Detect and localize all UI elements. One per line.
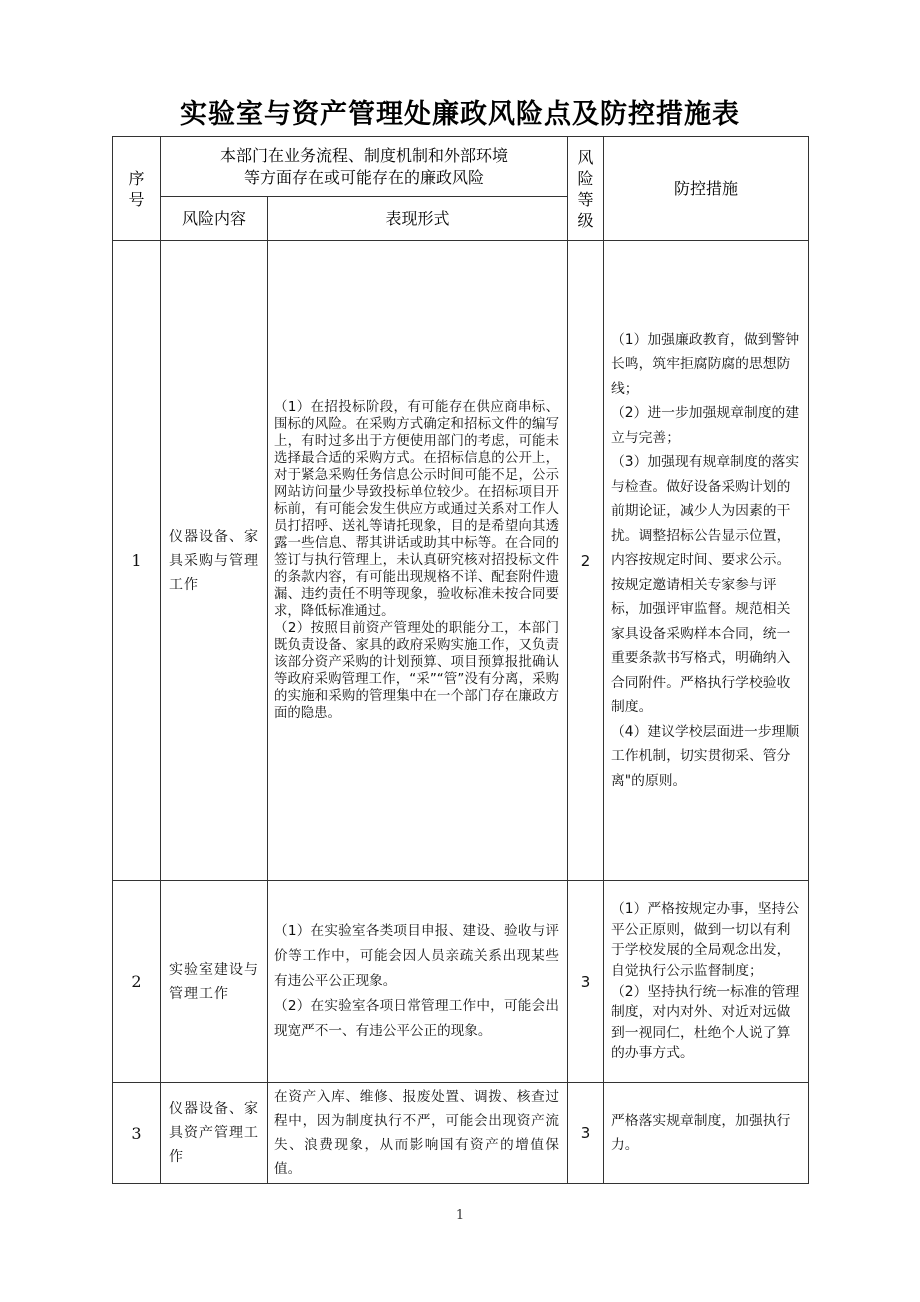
measure-paragraph: （2）进一步加强规章制度的建立与完善； — [611, 405, 800, 446]
header-risk-level-char: 等 — [577, 189, 594, 209]
manifestation-paragraph: （1）在实验室各类项目申报、建设、验收与评价等工作中，可能会因人员亲疏关系出现某些有违公平公正现象。 — [274, 923, 560, 989]
row-manifestation — [268, 881, 568, 1083]
header-row-1 — [113, 137, 809, 197]
row-risk-content: 仪器设备、家具资产管理工作 — [161, 1083, 268, 1184]
row-manifestation — [268, 1083, 568, 1184]
row-seq: 2 — [113, 881, 161, 1083]
document-title: 实验室与资产管理处廉政风险点及防控措施表 — [180, 99, 740, 130]
row-measures — [604, 241, 809, 881]
measure-paragraph: （2）坚持执行统一标准的管理制度，对内对外、对近对远做到一视同仁，杜绝个人说了算的办事方式。 — [611, 983, 800, 1062]
row-risk-content: 仪器设备、家具采购与管理工作 — [161, 241, 268, 881]
header-risk-content: 风险内容 — [161, 197, 268, 241]
header-risk-group-line1: 本部门在业务流程、制度机制和外部环境 — [220, 145, 509, 165]
header-seq-line1: 序 — [128, 168, 145, 188]
row-risk-level: 2 — [568, 241, 604, 881]
risk-control-table — [112, 136, 809, 1184]
header-risk-group-line2: 等方面存在或可能存在的廉政风险 — [244, 167, 485, 187]
header-risk-level-char: 级 — [577, 210, 594, 230]
manifestation-paragraph: 在资产入库、维修、报废处置、调拨、核查过程中，因为制度执行不严，可能会出现资产流失、浪费现象，从而影响国有资产的增值保值。 — [274, 1089, 560, 1177]
measure-paragraph: （4）建议学校层面进一步理顺工作机制，切实贯彻采、管分离"的原则。 — [611, 723, 800, 789]
header-seq — [113, 137, 161, 241]
measure-paragraph: 严格落实规章制度，加强执行力。 — [611, 1112, 791, 1153]
table-row — [113, 881, 809, 1083]
row-measures — [604, 881, 809, 1083]
header-risk-level-char: 险 — [577, 168, 594, 188]
manifestation-paragraph: （1）在招投标阶段，有可能存在供应商串标、围标的风险。在采购方式确定和招标文件的编写上，有时过多出于方便使用部门的考虑，可能未选择最合适的采购方式。在招标信息的公开上，对于紧急采购任务信息公示时间可能不足，公示网站访问量少导致投标单位较少。在招标项目开标前，有可能会发生供应方或通过关系对工作人员打招呼、送礼等请托现象，目的是希望向其透露一些信息、帮其讲话或助其中标等。在合同的签订与执行管理上，未认真研究核对招投标文件的条款内容，有可能出现规格不详、配套附件遗漏、违约责任不明等现象，验收标准未按合同要求，降低标准通过。 — [274, 400, 560, 619]
manifestation-paragraph: （2）按照目前资产管理处的职能分工，本部门既负责设备、家具的政府采购实施工作，又负责该部分资产采购的计划预算、项目预算报批确认等政府采购管理工作，“采”“管”没有分离，采购的实施和采购的管理集中在一个部门存在廉政方面的隐患。 — [274, 621, 560, 721]
row-risk-level: 3 — [568, 881, 604, 1083]
table-row — [113, 241, 809, 881]
header-manifestation: 表现形式 — [268, 197, 568, 241]
measure-paragraph: （1）加强廉政教育，做到警钟长鸣，筑牢拒腐防腐的思想防线； — [611, 331, 800, 397]
row-risk-content: 实验室建设与管理工作 — [161, 881, 268, 1083]
header-seq-line2: 号 — [128, 189, 145, 209]
header-risk-group — [161, 137, 568, 197]
table-row — [113, 1083, 809, 1184]
header-risk-level — [568, 137, 604, 241]
row-seq: 3 — [113, 1083, 161, 1184]
measure-paragraph: （1）严格按规定办事，坚持公平公正原则，做到一切以有利于学校发展的全局观念出发，自觉执行公示监督制度； — [611, 901, 800, 979]
measure-paragraph: （3）加强现有规章制度的落实与检查。做好设备采购计划的前期论证，减少人为因素的干扰。调整招标公告显示位置，内容按规定时间、要求公示。按规定邀请相关专家参与评标，加强评审监督。规范相关家具设备采购样本合同，统一重要条款书写格式，明确纳入合同附件。严格执行学校验收制度。 — [611, 454, 800, 716]
page-number: 1 — [455, 1208, 465, 1223]
manifestation-paragraph: （2）在实验室各项日常管理工作中，可能会出现宽严不一、有违公平公正的现象。 — [274, 998, 560, 1039]
row-seq: 1 — [113, 241, 161, 881]
row-manifestation — [268, 241, 568, 881]
header-measures: 防控措施 — [604, 137, 809, 241]
row-measures — [604, 1083, 809, 1184]
header-risk-level-char: 风 — [577, 147, 594, 167]
row-risk-level: 3 — [568, 1083, 604, 1184]
